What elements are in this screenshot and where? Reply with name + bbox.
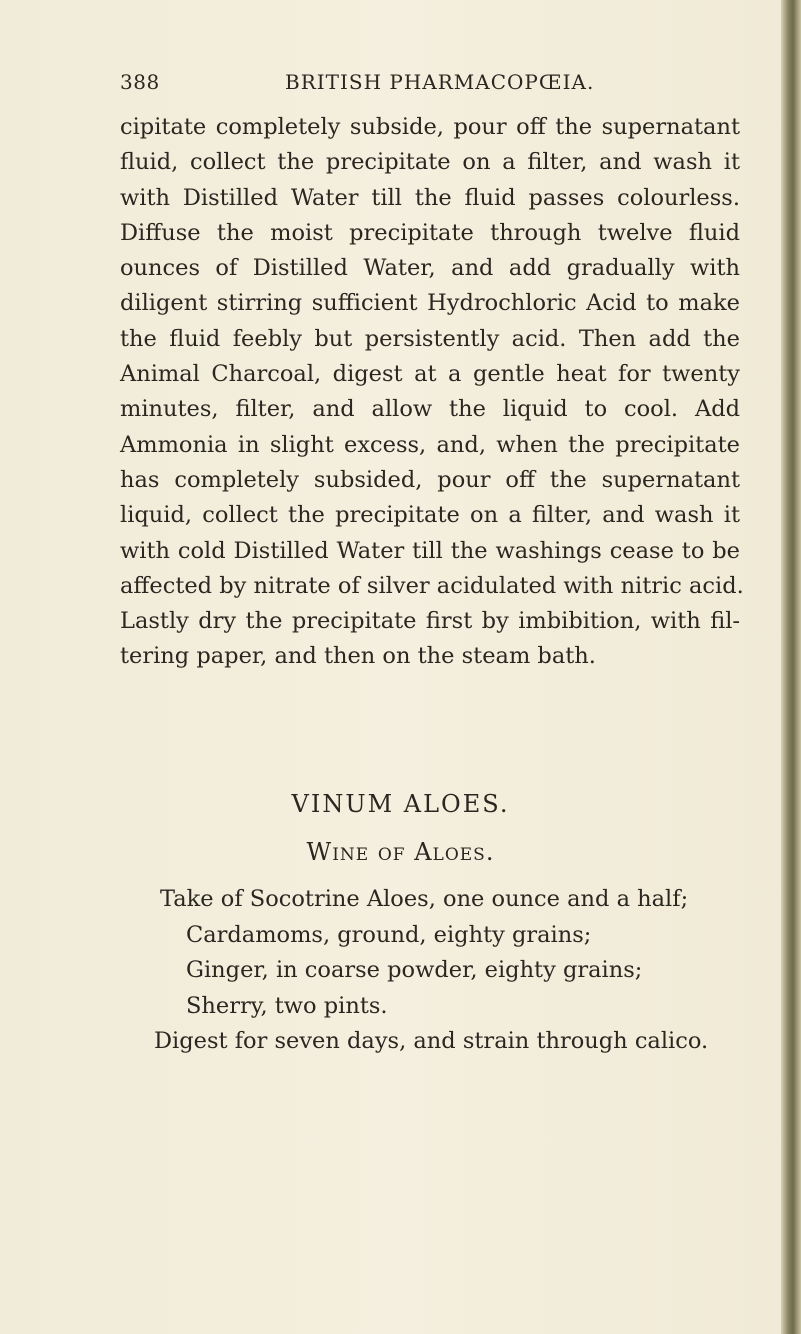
body-paragraph [120,110,744,675]
text-line: liquid, collect the precipitate on a filter, and wash it [120,502,740,529]
text-line: minutes, filter, and allow the liquid to cool. Add [120,396,740,423]
page-number: 388 [120,70,160,94]
text-line: Lastly dry the precipitate first by imbibition, with fil- [120,608,740,635]
text-line: fluid, collect the precipitate on a filter, and wash it [120,149,740,176]
running-title: BRITISH PHARMACOPŒIA. [285,70,595,94]
text-line: cipitate completely subside, pour off the supernatant [120,114,740,140]
text-line: Animal Charcoal, digest at a gentle heat for twenty [120,361,740,388]
recipe-line: Sherry, two pints. [186,992,388,1019]
text-line: affected by nitrate of silver acidulated with nitric acid. [120,572,744,599]
text-line: the fluid feebly but persistently acid. Then add the [120,325,740,352]
page-header [120,70,740,100]
section-title: VINUM ALOES. [291,790,510,818]
text-line: has completely subsided, pour off the supernatant [120,466,740,493]
text-line: Ammonia in slight excess, and, when the precipitate [120,431,740,458]
text-line: tering paper, and then on the steam bath. [120,643,596,670]
page-edge [781,0,801,1334]
recipe-line: Cardamoms, ground, eighty grains; [186,921,592,948]
recipe-line: Ginger, in coarse powder, eighty grains; [186,957,643,983]
section-subtitle: Wine of Aloes. [306,838,495,866]
text-line: with Distilled Water till the fluid passes colourless. [120,184,740,211]
recipe-line: Digest for seven days, and strain through calico. [154,1028,709,1054]
text-line: with cold Distilled Water till the washings cease to be [120,537,740,564]
recipe-block [154,882,760,1060]
text-line: diligent stirring sufficient Hydrochloric Acid to make [120,290,740,317]
text-line: ounces of Distilled Water, and add gradually with [120,255,740,282]
recipe-line: Take of Socotrine Aloes, one ounce and a half; [160,886,689,912]
text-line: Diffuse the moist precipitate through twelve fluid [120,219,740,246]
